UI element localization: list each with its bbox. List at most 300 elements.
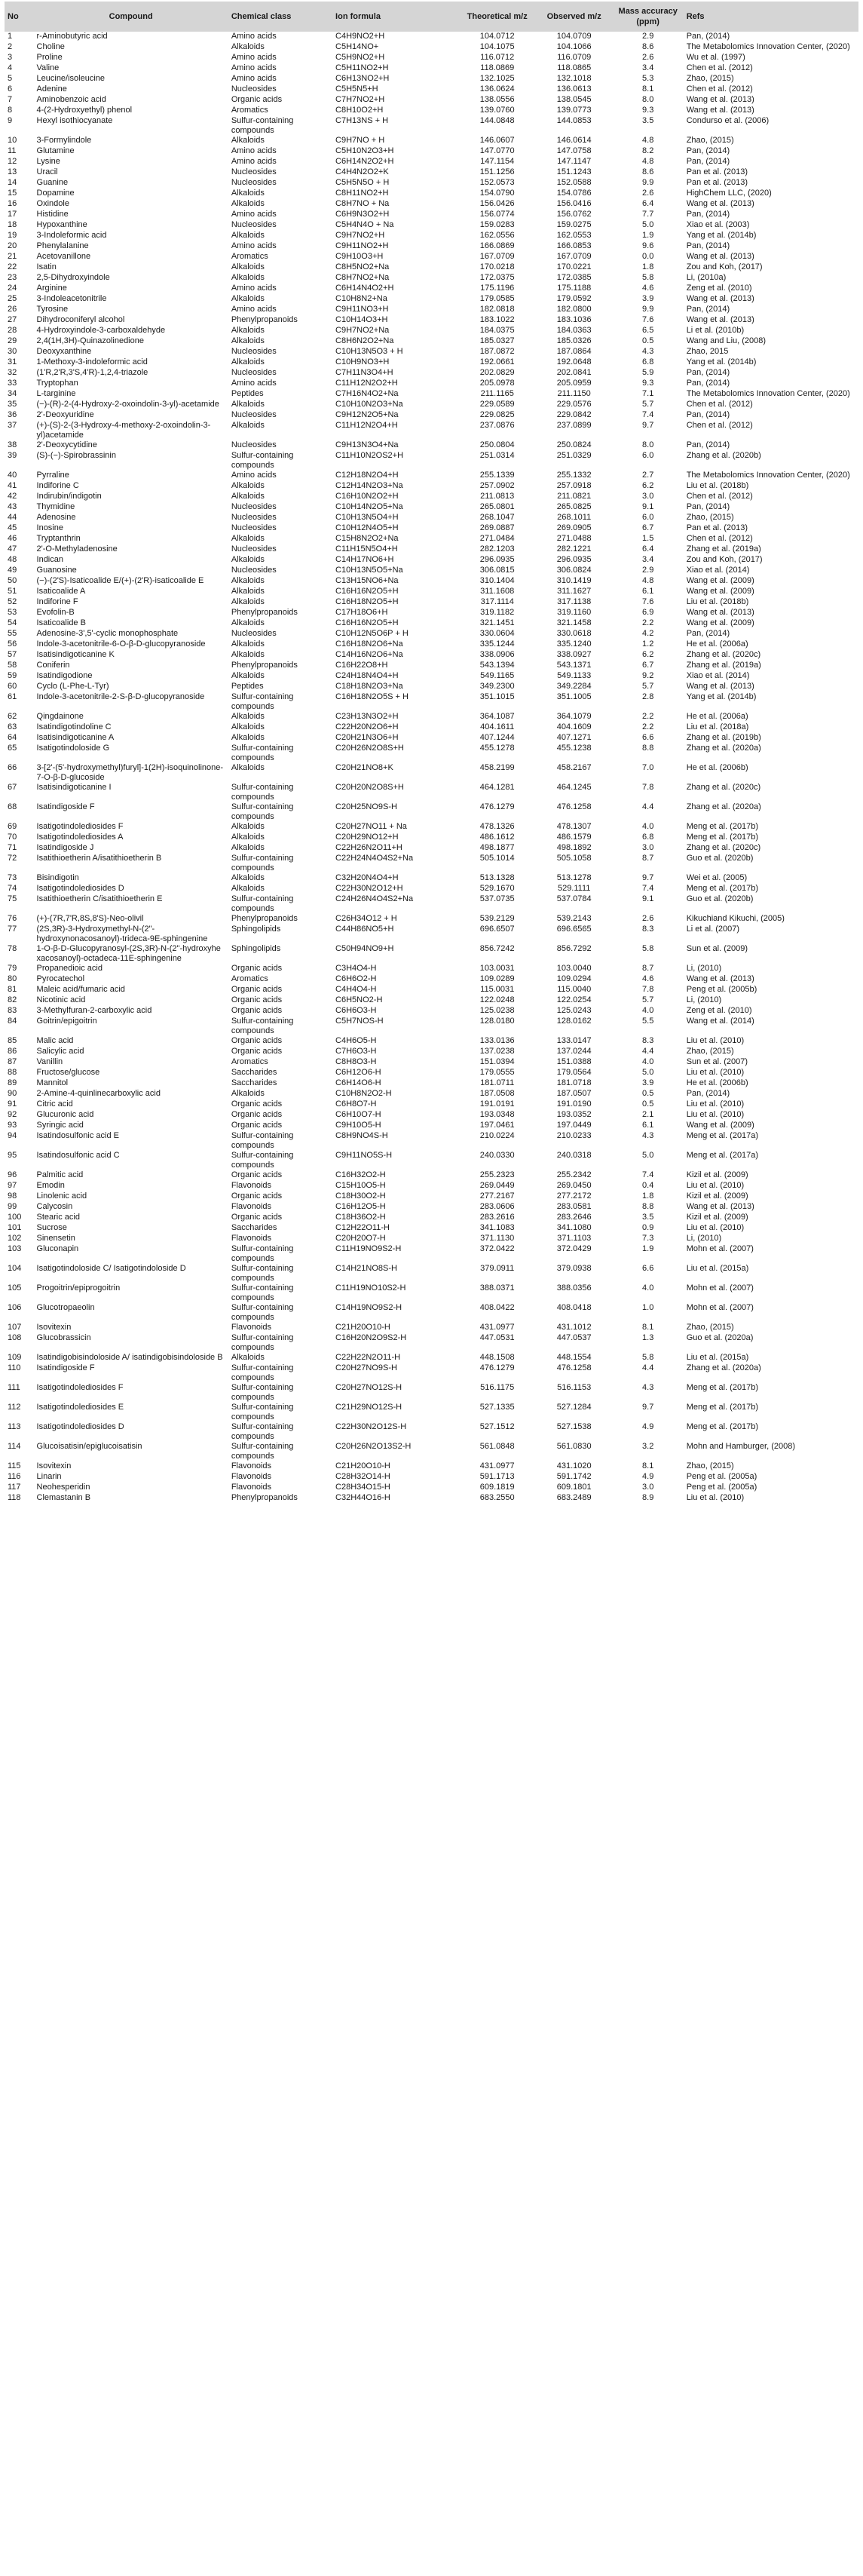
cell-observed-mz: 144.0853: [556, 116, 592, 125]
cell-refs: Liu et al. (2010): [686, 1493, 745, 1502]
cell-mass-accuracy: 8.1: [642, 1323, 654, 1332]
cell-compound: Isovitexin: [36, 1461, 72, 1470]
cell-theoretical-mz: 185.0327: [479, 336, 515, 345]
cell-observed-mz: 109.0294: [556, 974, 592, 983]
cell-refs: Mohn and Hamburger, (2008): [686, 1442, 795, 1451]
cell-observed-mz: 255.1332: [556, 471, 592, 480]
cell-theoretical-mz: 170.0218: [479, 262, 515, 271]
cell-chemical-class: Sulfur-containing compounds: [231, 854, 294, 872]
cell-refs: Zhang et al. (2020a): [686, 1363, 761, 1372]
cell-refs: Zhang et al. (2019b): [686, 733, 761, 742]
cell-compound: Guanine: [36, 178, 69, 187]
cell-refs: Wang et al. (2009): [686, 587, 754, 596]
cell-chemical-class: Sulfur-containing compounds: [231, 1403, 294, 1421]
cell-mass-accuracy: 3.5: [642, 1213, 654, 1222]
cell-observed-mz: 271.0488: [556, 534, 592, 543]
cell-refs: Chen et al. (2012): [686, 421, 753, 430]
cell-no: 109: [8, 1353, 22, 1362]
table-row: [5, 1131, 858, 1151]
cell-chemical-class: Alkaloids: [231, 597, 265, 606]
cell-observed-mz: 191.0190: [556, 1099, 592, 1109]
cell-mass-accuracy: 0.5: [642, 1089, 654, 1098]
cell-compound: Stearic acid: [36, 1213, 80, 1222]
cell-theoretical-mz: 349.2300: [479, 682, 515, 691]
cell-no: 3: [8, 53, 13, 62]
cell-no: 95: [8, 1151, 17, 1160]
cell-no: 47: [8, 544, 17, 554]
header-observed-mz: Observed m/z: [536, 2, 613, 32]
cell-ion-formula: C32H20N4O4+H: [335, 873, 399, 882]
cell-no: 103: [8, 1244, 22, 1253]
cell-no: 69: [8, 822, 17, 831]
cell-compound: Palmitic acid: [36, 1170, 84, 1179]
cell-refs: Meng et al. (2017a): [686, 1151, 759, 1160]
cell-theoretical-mz: 455.1278: [479, 744, 515, 753]
cell-chemical-class: Alkaloids: [231, 1353, 265, 1362]
cell-ion-formula: C20H29NO12+H: [335, 833, 399, 842]
cell-no: 8: [8, 106, 13, 115]
table-row: [5, 1283, 858, 1303]
cell-refs: Zhao, (2015): [686, 1461, 734, 1470]
cell-chemical-class: Sulfur-containing compounds: [231, 451, 294, 470]
cell-refs: He et al. (2006b): [686, 763, 748, 772]
cell-compound: Isatindigoside F: [36, 1363, 95, 1372]
table-row: [5, 294, 858, 305]
cell-theoretical-mz: 184.0375: [479, 326, 515, 335]
cell-chemical-class: Aromatics: [231, 106, 268, 115]
cell-observed-mz: 183.1036: [556, 315, 592, 324]
cell-ion-formula: C50H94NO9+H: [335, 944, 394, 953]
cell-refs: Pan, (2014): [686, 1089, 730, 1098]
cell-compound: Indirubin/indigotin: [36, 492, 102, 501]
cell-mass-accuracy: 4.3: [642, 1383, 654, 1392]
cell-chemical-class: Saccharides: [231, 1078, 277, 1087]
table-row: [5, 231, 858, 241]
cell-no: 112: [8, 1403, 21, 1412]
cell-no: 29: [8, 336, 17, 345]
cell-chemical-class: Nucleosides: [231, 178, 277, 187]
table-row: [5, 1264, 858, 1283]
cell-compound: r-Aminobutyric acid: [36, 32, 108, 41]
cell-theoretical-mz: 156.0774: [479, 210, 515, 219]
cell-chemical-class: Organic acids: [231, 1099, 283, 1109]
cell-mass-accuracy: 0.9: [642, 1223, 654, 1232]
cell-theoretical-mz: 311.1608: [480, 587, 515, 596]
cell-chemical-class: Alkaloids: [231, 481, 265, 490]
cell-observed-mz: 388.0356: [556, 1283, 592, 1293]
cell-compound: Malic acid: [36, 1036, 74, 1045]
cell-mass-accuracy: 0.0: [642, 252, 654, 261]
cell-ion-formula: C44H86NO5+H: [335, 925, 394, 934]
cell-mass-accuracy: 7.3: [642, 1234, 654, 1243]
cell-ion-formula: C7H13NS + H: [335, 116, 389, 125]
cell-no: 37: [8, 421, 17, 430]
cell-mass-accuracy: 1.2: [642, 639, 654, 649]
cell-refs: Wang et al. (2013): [686, 974, 754, 983]
cell-observed-mz: 486.1579: [556, 833, 592, 842]
cell-theoretical-mz: 151.0394: [479, 1057, 515, 1066]
cell-compound: (2S,3R)-3-Hydroxymethyl-N-(2"-hydroxynonacosanoyl)-tridecа-9E-sphingenine: [36, 925, 208, 943]
table-row: [5, 618, 858, 629]
cell-chemical-class: Organic acids: [231, 95, 283, 104]
cell-chemical-class: Sulfur-containing compounds: [231, 1422, 294, 1441]
cell-refs: Li, (2010): [686, 1234, 722, 1243]
cell-refs: Zhang et al. (2020a): [686, 744, 761, 753]
cell-ion-formula: C7H7NO2+H: [335, 95, 385, 104]
cell-theoretical-mz: 335.1244: [479, 639, 515, 649]
table-row: [5, 368, 858, 379]
cell-theoretical-mz: 133.0136: [479, 1036, 515, 1045]
cell-mass-accuracy: 3.0: [642, 492, 654, 501]
cell-theoretical-mz: 310.1404: [479, 576, 515, 585]
cell-no: 58: [8, 661, 17, 670]
cell-chemical-class: Sulfur-containing compounds: [231, 1264, 294, 1283]
cell-theoretical-mz: 237.0876: [479, 421, 515, 430]
cell-refs: Zou and Koh, (2017): [686, 555, 763, 564]
cell-mass-accuracy: 6.1: [642, 587, 654, 596]
cell-refs: Pan, (2014): [686, 32, 730, 41]
cell-compound: Dopamine: [36, 189, 75, 198]
cell-mass-accuracy: 8.7: [642, 964, 654, 973]
cell-theoretical-mz: 229.0825: [479, 410, 515, 419]
cell-theoretical-mz: 151.1256: [479, 167, 515, 176]
cell-observed-mz: 561.0830: [556, 1442, 592, 1451]
cell-refs: Condurso et al. (2006): [686, 116, 770, 125]
cell-theoretical-mz: 181.0711: [480, 1078, 515, 1087]
table-row: [5, 305, 858, 315]
cell-no: 81: [8, 985, 17, 994]
cell-theoretical-mz: 330.0604: [479, 629, 515, 638]
cell-observed-mz: 269.0450: [556, 1181, 592, 1190]
cell-chemical-class: Flavonoids: [231, 1461, 272, 1470]
cell-chemical-class: Saccharides: [231, 1223, 277, 1232]
cell-theoretical-mz: 202.0829: [479, 368, 515, 377]
cell-chemical-class: Alkaloids: [231, 1089, 265, 1098]
cell-no: 106: [8, 1303, 22, 1312]
cell-compound: (1'R,2'R,3'S,4'R)-1,2,4-triazole: [36, 368, 148, 377]
table-row: [5, 32, 858, 42]
table-row: [5, 712, 858, 722]
table-row: [5, 661, 858, 671]
table-row: [5, 1017, 858, 1036]
table-row: [5, 481, 858, 492]
cell-refs: Wang et al. (2013): [686, 199, 754, 208]
cell-no: 16: [8, 199, 17, 208]
cell-theoretical-mz: 162.0556: [479, 231, 515, 240]
table-row: [5, 914, 858, 925]
cell-compound: 3-[2'-(5'-hydroxymethyl)furyl]-1(2H)-isoquinolinone-7-O-β-D-glucoside: [36, 763, 224, 782]
cell-compound: Salicylic acid: [36, 1047, 84, 1056]
cell-observed-mz: 283.2646: [556, 1213, 592, 1222]
cell-theoretical-mz: 696.6507: [479, 925, 515, 934]
cell-chemical-class: Amino acids: [231, 379, 277, 388]
cell-observed-mz: 115.0040: [557, 985, 592, 994]
cell-no: 10: [8, 136, 17, 145]
cell-mass-accuracy: 7.8: [642, 783, 654, 792]
cell-refs: Liu et al. (2010): [686, 1099, 745, 1109]
cell-observed-mz: 182.0800: [556, 305, 592, 314]
cell-refs: Wang et al. (2009): [686, 618, 754, 627]
cell-observed-mz: 104.1066: [556, 42, 592, 51]
cell-theoretical-mz: 447.0531: [479, 1333, 515, 1342]
cell-no: 73: [8, 873, 17, 882]
cell-refs: Liu et al. (2018b): [686, 597, 749, 606]
cell-chemical-class: Sulfur-containing compounds: [231, 1383, 294, 1402]
cell-ion-formula: C6H6O2-H: [335, 974, 377, 983]
cell-observed-mz: 335.1240: [556, 639, 592, 649]
cell-observed-mz: 229.0842: [556, 410, 592, 419]
cell-ion-formula: C8H7NO2+Na: [335, 273, 390, 282]
cell-ion-formula: C3H4O4-H: [335, 964, 377, 973]
cell-theoretical-mz: 154.0790: [479, 189, 515, 198]
table-row: [5, 544, 858, 555]
cell-observed-mz: 464.1245: [556, 783, 592, 792]
cell-refs: Meng et al. (2017b): [686, 884, 759, 893]
cell-ion-formula: C5H14NO+: [335, 42, 379, 51]
table-row: [5, 843, 858, 854]
cell-mass-accuracy: 2.6: [642, 53, 654, 62]
cell-refs: He et al. (2006b): [686, 1078, 748, 1087]
cell-no: 74: [8, 884, 17, 893]
cell-compound: Linolenic acid: [36, 1191, 87, 1201]
cell-no: 80: [8, 974, 17, 983]
cell-ion-formula: C17H18O6+H: [335, 608, 388, 617]
cell-no: 97: [8, 1181, 17, 1190]
cell-no: 101: [8, 1223, 22, 1232]
cell-ion-formula: C16H16N2O5+H: [335, 618, 399, 627]
cell-mass-accuracy: 6.6: [642, 1264, 654, 1273]
table-row: [5, 199, 858, 210]
table-row: [5, 692, 858, 712]
cell-mass-accuracy: 9.9: [642, 178, 654, 187]
cell-ion-formula: C20H20N2O8S+H: [335, 783, 404, 792]
header-compound: Compound: [34, 2, 228, 32]
cell-theoretical-mz: 104.1075: [479, 42, 515, 51]
cell-mass-accuracy: 5.7: [642, 682, 654, 691]
cell-observed-mz: 527.1284: [556, 1403, 592, 1412]
cell-observed-mz: 118.0865: [557, 63, 592, 72]
table-row: [5, 1099, 858, 1110]
table-row: [5, 682, 858, 692]
cell-chemical-class: Organic acids: [231, 1006, 283, 1015]
cell-chemical-class: Sulfur-containing compounds: [231, 744, 294, 762]
cell-observed-mz: 181.0718: [556, 1078, 592, 1087]
cell-no: 71: [8, 843, 17, 852]
cell-observed-mz: 296.0935: [556, 555, 592, 564]
cell-refs: Liu et al. (2015a): [686, 1353, 749, 1362]
cell-theoretical-mz: 351.1015: [479, 692, 515, 701]
cell-compound: Isatindosulfonic acid C: [36, 1151, 120, 1160]
cell-ion-formula: C14H21NO8S-H: [335, 1264, 397, 1273]
table-row: [5, 492, 858, 502]
cell-no: 31: [8, 357, 17, 366]
table-row: [5, 925, 858, 944]
cell-compound: Calycosin: [36, 1202, 73, 1211]
cell-compound: Adenine: [36, 84, 67, 94]
cell-no: 63: [8, 722, 17, 731]
cell-ion-formula: C11H12N2O2+H: [335, 379, 398, 388]
cell-chemical-class: Alkaloids: [231, 712, 265, 721]
cell-refs: Zhao, (2015): [686, 1047, 734, 1056]
cell-no: 82: [8, 995, 17, 1004]
cell-observed-mz: 431.1020: [556, 1461, 592, 1470]
cell-ion-formula: C4H4N2O2+K: [335, 167, 389, 176]
cell-ion-formula: C15H8N2O2+Na: [335, 534, 399, 543]
table-row: [5, 985, 858, 995]
cell-refs: Peng et al. (2005b): [686, 985, 757, 994]
cell-chemical-class: Amino acids: [231, 63, 277, 72]
cell-observed-mz: 321.1458: [556, 618, 592, 627]
cell-theoretical-mz: 537.0735: [479, 894, 515, 903]
cell-compound: Cyclo (L-Phe-L-Tyr): [36, 682, 109, 691]
cell-chemical-class: Alkaloids: [231, 136, 265, 145]
cell-mass-accuracy: 4.0: [642, 822, 654, 831]
cell-no: 22: [8, 262, 17, 271]
cell-observed-mz: 210.0233: [556, 1131, 592, 1140]
cell-chemical-class: Nucleosides: [231, 523, 277, 532]
cell-mass-accuracy: 9.7: [642, 873, 654, 882]
cell-no: 113: [8, 1422, 21, 1431]
cell-theoretical-mz: 516.1175: [480, 1383, 515, 1392]
cell-mass-accuracy: 5.7: [642, 400, 654, 409]
cell-observed-mz: 310.1419: [556, 576, 592, 585]
cell-refs: Xiao et al. (2014): [686, 671, 750, 680]
cell-theoretical-mz: 136.0624: [479, 84, 515, 94]
cell-chemical-class: Flavonoids: [231, 1234, 272, 1243]
cell-theoretical-mz: 478.1326: [479, 822, 515, 831]
cell-no: 83: [8, 1006, 17, 1015]
cell-observed-mz: 683.2489: [556, 1493, 592, 1502]
cell-compound: Isatigotindolediosides F: [36, 1383, 124, 1392]
cell-no: 40: [8, 471, 17, 480]
cell-compound: Pyrocatechol: [36, 974, 85, 983]
cell-chemical-class: Alkaloids: [231, 294, 265, 303]
cell-compound: 4-Hydroxyindole-3-carboxaldehyde: [36, 326, 166, 335]
cell-compound: Nicotinic acid: [36, 995, 86, 1004]
cell-no: 60: [8, 682, 17, 691]
cell-refs: Zhao, 2015: [686, 347, 729, 356]
cell-theoretical-mz: 122.0248: [479, 995, 515, 1004]
cell-theoretical-mz: 476.1279: [479, 802, 515, 811]
cell-theoretical-mz: 250.0804: [479, 440, 515, 449]
cell-no: 92: [8, 1110, 17, 1119]
cell-no: 70: [8, 833, 17, 842]
cell-chemical-class: Organic acids: [231, 1121, 283, 1130]
table-row: [5, 608, 858, 618]
cell-no: 79: [8, 964, 17, 973]
cell-refs: HighChem LLC, (2020): [686, 189, 772, 198]
cell-chemical-class: Nucleosides: [231, 440, 277, 449]
cell-chemical-class: Nucleosides: [231, 84, 277, 94]
cell-observed-mz: 696.6565: [556, 925, 592, 934]
cell-compound: Isatindigoside J: [36, 843, 94, 852]
cell-refs: Peng et al. (2005a): [686, 1472, 757, 1481]
cell-refs: Chen et al. (2012): [686, 492, 753, 501]
table-row: [5, 854, 858, 873]
cell-observed-mz: 476.1258: [556, 802, 592, 811]
cell-observed-mz: 154.0786: [556, 189, 592, 198]
table-row: [5, 136, 858, 146]
cell-chemical-class: Alkaloids: [231, 336, 265, 345]
cell-no: 88: [8, 1068, 17, 1077]
cell-no: 75: [8, 894, 17, 903]
table-row: [5, 210, 858, 220]
cell-chemical-class: Nucleosides: [231, 220, 277, 229]
cell-theoretical-mz: 179.0555: [479, 1068, 515, 1077]
cell-no: 118: [8, 1493, 21, 1502]
cell-ion-formula: C5H7NOS-H: [335, 1017, 384, 1026]
cell-refs: Li, (2010a): [686, 273, 727, 282]
table-row: [5, 1353, 858, 1363]
cell-ion-formula: C22H24N4O4S2+Na: [335, 854, 414, 863]
cell-observed-mz: 138.0545: [556, 95, 592, 104]
cell-chemical-class: Nucleosides: [231, 410, 277, 419]
cell-theoretical-mz: 498.1877: [479, 843, 515, 852]
cell-compound: Proline: [36, 53, 63, 62]
cell-observed-mz: 132.1018: [556, 74, 592, 83]
cell-mass-accuracy: 6.8: [642, 833, 654, 842]
cell-theoretical-mz: 388.0371: [479, 1283, 515, 1293]
cell-ion-formula: C10H8N2O2-H: [335, 1089, 392, 1098]
cell-refs: Pan, (2014): [686, 502, 730, 511]
table-row: [5, 763, 858, 783]
cell-chemical-class: Organic acids: [231, 964, 283, 973]
cell-compound: Fructose/glucose: [36, 1068, 100, 1077]
cell-no: 104: [8, 1264, 22, 1273]
cell-no: 105: [8, 1283, 22, 1293]
table-row: [5, 783, 858, 802]
cell-chemical-class: Flavonoids: [231, 1181, 272, 1190]
cell-chemical-class: Alkaloids: [231, 357, 265, 366]
cell-ion-formula: C10H13N5O4+H: [335, 513, 399, 522]
cell-refs: Yang et al. (2014b): [686, 692, 757, 701]
cell-refs: Yang et al. (2014b): [686, 231, 757, 240]
cell-mass-accuracy: 1.9: [642, 231, 654, 240]
cell-compound: Clemastanin B: [36, 1493, 91, 1502]
cell-chemical-class: Alkaloids: [231, 722, 265, 731]
cell-mass-accuracy: 8.9: [642, 1493, 654, 1502]
cell-ion-formula: C4H4O4-H: [335, 985, 377, 994]
cell-chemical-class: Amino acids: [231, 74, 277, 83]
cell-compound: Glucotropaeolin: [36, 1303, 95, 1312]
cell-theoretical-mz: 179.0585: [479, 294, 515, 303]
cell-chemical-class: Peptides: [231, 389, 264, 398]
cell-ion-formula: C24H26N4O4S2+Na: [335, 894, 414, 903]
cell-compound: Indican: [36, 555, 63, 564]
cell-chemical-class: Sphingolipids: [231, 925, 281, 934]
cell-theoretical-mz: 269.0887: [479, 523, 515, 532]
cell-ion-formula: C9H10O3+H: [335, 252, 384, 261]
cell-chemical-class: Alkaloids: [231, 326, 265, 335]
cell-chemical-class: Phenylpropanoids: [231, 608, 298, 617]
cell-chemical-class: Aromatics: [231, 1057, 268, 1066]
cell-compound: 3-Methylfuran-2-carboxylic acid: [36, 1006, 152, 1015]
cell-ion-formula: C6H8O7-H: [335, 1099, 377, 1109]
table-row: [5, 220, 858, 231]
cell-observed-mz: 133.0147: [556, 1036, 592, 1045]
cell-ion-formula: C28H32O14-H: [335, 1472, 390, 1481]
cell-mass-accuracy: 2.6: [642, 189, 654, 198]
cell-refs: Li, (2010): [686, 964, 722, 973]
cell-compound: Lysine: [36, 157, 60, 166]
cell-refs: Pan, (2014): [686, 368, 730, 377]
cell-observed-mz: 147.0758: [556, 146, 592, 155]
cell-ion-formula: C10H12N4O5+H: [335, 523, 399, 532]
cell-mass-accuracy: 4.4: [642, 1047, 654, 1056]
cell-observed-mz: 211.0821: [557, 492, 592, 501]
cell-compound: Phenylalanine: [36, 241, 89, 250]
cell-ion-formula: C20H21NO8+K: [335, 763, 393, 772]
